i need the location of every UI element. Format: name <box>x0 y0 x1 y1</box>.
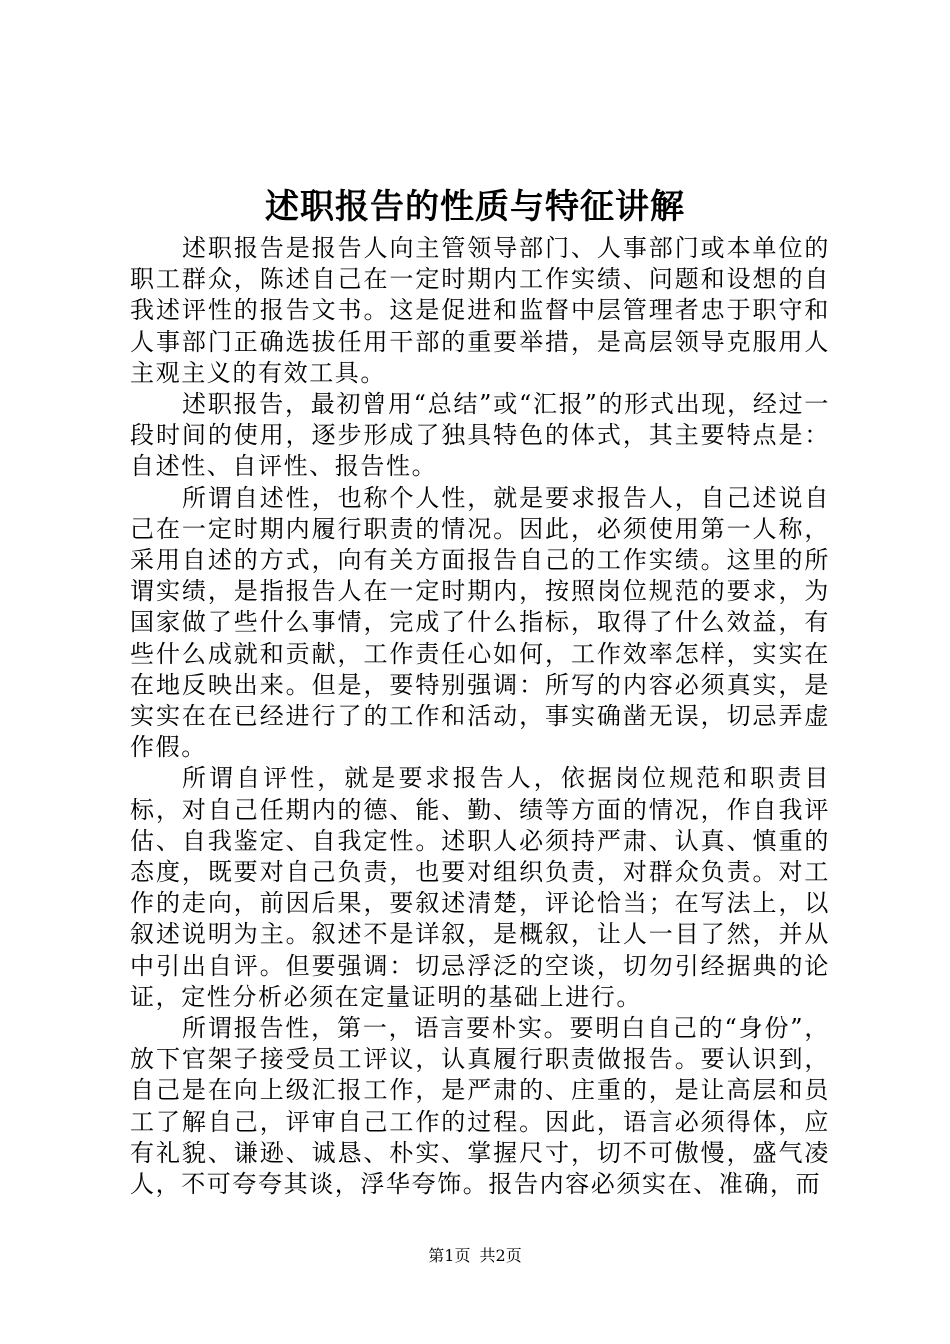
paragraph-1: 述职报告是报告人向主管领导部门、人事部门或本单位的职工群众，陈述自己在一定时期内工作实绩、问题和设想的自我述评性的报告文书。这是促进和监督中层管理者忠于职守和人事部门正确选拔任用干部的重要举措，是高层领导克服用人主观主义的有效工具。 <box>130 234 830 387</box>
paragraph-5: 所谓报告性，第一，语言要朴实。要明白自己的“身份”，放下官架子接受员工评议，认真履行职责做报告。要认识到，自己是在向上级汇报工作，是严肃的、庄重的，是让高层和员工了解自己，评审自己工作的过程。因此，语言必须得体，应有礼貌、谦逊、诚恳、朴实、掌握尺寸，切不可傲慢，盛气凌人，不可夸夸其谈，浮华夸饰。报告内容必须实在、准确，而 <box>130 1014 830 1199</box>
paragraph-4: 所谓自评性，就是要求报告人，依据岗位规范和职责目标，对自己任期内的德、能、勤、绩等方面的情况，作自我评估、自我鉴定、自我定性。述职人必须持严肃、认真、慎重的态度，既要对自己负责，也要对组织负责，对群众负责。对工作的走向，前因后果，要叙述清楚，评论恰当；在写法上，以叙述说明为主。叙述不是详叙，是概叙，让人一目了然，并从中引出自评。但要强调：切忌浮泛的空谈，切勿引经据典的论证，定性分析必须在定量证明的基础上进行。 <box>130 764 830 1011</box>
page-total: 共2页 <box>479 1246 522 1265</box>
document-title: 述职报告的性质与特征讲解 <box>265 187 685 227</box>
page-number: 第1页 <box>428 1246 471 1265</box>
document-body <box>130 233 830 1200</box>
page-footer <box>0 1245 950 1267</box>
paragraph-3: 所谓自述性，也称个人性，就是要求报告人，自己述说自己在一定时期内履行职责的情况。因此，必须使用第一人称，采用自述的方式，向有关方面报告自己的工作实绩。这里的所谓实绩，是指报告人在一定时期内，按照岗位规范的要求，为国家做了些什么事情，完成了什么指标，取得了什么效益，有些什么成就和贡献，工作责任心如何，工作效率怎样，实实在在地反映出来。但是，要特别强调：所写的内容必须真实，是实实在在已经进行了的工作和活动，事实确凿无误，切忌弄虚作假。 <box>130 483 830 762</box>
paragraph-2: 述职报告，最初曾用“总结”或“汇报”的形式出现，经过一段时间的使用，逐步形成了独具特色的体式，其主要特点是：自述性、自评性、报告性。 <box>130 390 830 481</box>
